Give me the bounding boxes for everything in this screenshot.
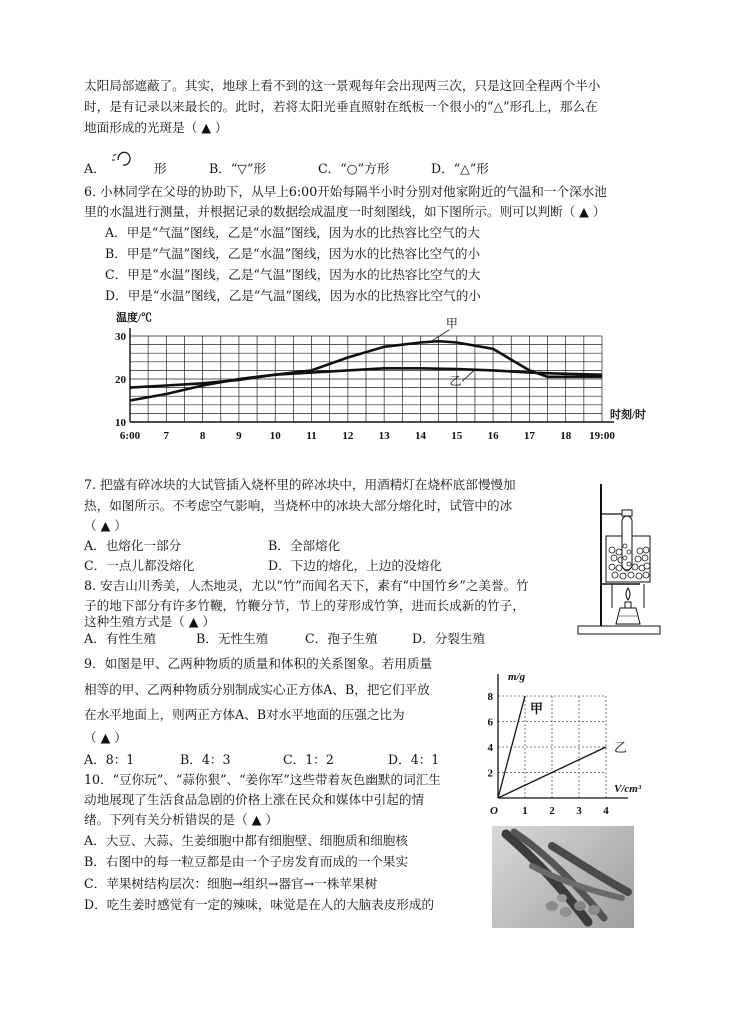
q5-line1: 太阳局部遮蔽了。其实，地球上看不到的这一景观每年会出现两三次，只是这回全程两个半小	[84, 78, 601, 93]
q5-option-d[interactable]: D．“△”形	[431, 161, 489, 176]
q6-option-c[interactable]: C．甲是“水温”图线，乙是“气温”图线，因为水的比热容比空气的大	[105, 267, 481, 282]
spot-shape-icon	[110, 146, 140, 170]
origin-label: O	[490, 805, 498, 817]
x-tick-label: 6:00	[119, 430, 141, 442]
series-label-jia: 甲	[445, 316, 458, 331]
series-label-yi: 乙	[449, 374, 462, 389]
x-tick-label: 13	[378, 430, 390, 442]
q9-option-c[interactable]: C．1：2	[283, 752, 334, 767]
x-axis-label: 时刻/时	[610, 409, 647, 421]
q6-option-d[interactable]: D．甲是“水温”图线，乙是“气温”图线，因为水的比热容比空气的小	[105, 288, 481, 303]
q6-line1: 6. 小林同学在父母的协助下，从早上6:00开始每隔半小时分别对他家附近的气温和一个深水池	[84, 184, 607, 199]
q8-option-b[interactable]: B．无性生殖	[196, 631, 269, 646]
mass-volume-axes	[498, 674, 628, 798]
q9-line1: 9．如图是甲、乙两种物质的质量和体积的关系图象。若用质量	[84, 656, 433, 671]
q9-line4: （ ▲ ）	[84, 730, 127, 745]
q6-line2: 里的水温进行测量，并根据记录的数据绘成温度一时刻图线，如下图所示。则可以判断（ ▲ ）	[84, 204, 606, 219]
x-tick-label: 14	[414, 430, 426, 442]
q10-option-c[interactable]: C．苹果树结构层次：细胞→组织→器官→一株苹果树	[84, 876, 378, 891]
x-tick-label: 11	[306, 430, 317, 442]
q10-option-d[interactable]: D．吃生姜时感觉有一定的辣味，味觉是在人的大脑表皮形成的	[84, 897, 435, 912]
q5-line3: 地面形成的光斑是（ ▲ ）	[84, 120, 228, 135]
q9-option-d[interactable]: D．4：1	[388, 752, 440, 767]
y-tick-label: 20	[115, 374, 126, 386]
x-tick-label: 19:00	[589, 430, 615, 442]
x-tick-label: 7	[163, 430, 170, 442]
temperature-time-chart	[100, 306, 660, 452]
q9-line3: 在水平地面上，则两正方体A、B对水平地面的压强之比为	[84, 707, 405, 722]
q7-option-b[interactable]: B．全部熔化	[268, 538, 341, 553]
q5-option-a-label: A．	[84, 161, 106, 176]
x-tick-label: 10	[269, 430, 281, 442]
q7-line2: 热，如图所示。不考虑空气影响，当烧杯中的冰块大部分熔化时，试管中的冰	[84, 498, 513, 513]
q7-line1: 7. 把盛有碎冰块的大试管插入烧杯里的碎冰块中，用酒精灯在烧杯底部慢慢加	[84, 477, 516, 492]
q5-option-a-suffix: 形	[154, 161, 167, 176]
x-axis-label: V/cm³	[614, 783, 642, 795]
y-tick-label: 10	[115, 417, 126, 429]
q5-option-c[interactable]: C．“○”方形	[318, 161, 390, 176]
q7-option-d[interactable]: D．下边的熔化，上边的没熔化	[268, 558, 442, 573]
q10-line2: 动地展现了生活食品急剧的价格上涨在民众和媒体中引起的情	[84, 792, 425, 807]
bean-pods-photo	[492, 826, 634, 928]
y-axis-label: 温度/℃	[116, 312, 153, 324]
y-axis-label: m/g	[508, 671, 526, 683]
y-tick-label: 6	[487, 716, 493, 729]
q6-option-b[interactable]: B．甲是“气温”图线，乙是“水温”图线，因为水的比热容比空气的小	[105, 246, 481, 261]
q7-option-c[interactable]: C．一点儿都没熔化	[84, 558, 195, 573]
q9-option-a[interactable]: A．8：1	[84, 752, 135, 767]
q10-line3: 绪。下列有关分析错误的是（ ▲ ）	[84, 812, 279, 827]
y-tick-label: 8	[487, 691, 493, 703]
x-tick-label: 4	[603, 805, 609, 817]
x-tick-label: 18	[560, 430, 572, 442]
q8-option-d[interactable]: D．分裂生殖	[412, 631, 486, 646]
q9-option-b[interactable]: B．4：3	[180, 752, 231, 767]
q9-line2: 相等的甲、乙两种物质分别制成实心正方体A、B，把它们平放	[84, 682, 430, 697]
x-tick-label: 16	[487, 430, 499, 442]
q8-line2: 子的地下部分有许多竹鞭，竹鞭分节，节上的芽形成竹笋，进而长成新的竹子，	[84, 598, 525, 613]
q10-option-b[interactable]: B．右图中的每一粒豆都是由一个子房发育而成的一个果实	[84, 854, 409, 869]
x-tick-label: 9	[236, 430, 242, 442]
x-tick-label: 2	[549, 805, 555, 817]
temperature-chart-grid	[130, 336, 602, 422]
mass-volume-grid	[498, 696, 606, 798]
q5-option-a[interactable]	[84, 159, 106, 179]
q7-option-a[interactable]: A．也熔化一部分	[84, 538, 182, 553]
mass-volume-labels	[488, 671, 642, 817]
x-tick-label: 17	[523, 430, 535, 442]
y-tick-label: 2	[487, 767, 493, 780]
mass-volume-chart	[484, 666, 654, 818]
q6-option-a[interactable]: A．甲是“气温”图线，乙是“水温”图线，因为水的比热容比空气的大	[105, 225, 480, 240]
series-label-yi: 乙	[614, 741, 628, 756]
q7-line3: （ ▲ ）	[84, 518, 127, 533]
q10-option-a[interactable]: A．大豆、大蒜、生姜细胞中都有细胞壁、细胞质和细胞核	[84, 833, 408, 848]
q8-option-a[interactable]: A．有性生殖	[84, 631, 157, 646]
x-tick-label: 12	[342, 430, 354, 442]
series-label-jia: 甲	[530, 701, 544, 717]
beaker-test-tube-apparatus	[574, 480, 664, 638]
q5-option-b[interactable]: B．“▽”形	[209, 161, 267, 176]
q10-line1: 10．“豆你玩”、“蒜你狠”、“姜你军”这些带着灰色幽默的词汇生	[84, 772, 441, 787]
x-tick-label: 15	[451, 430, 463, 442]
x-tick-label: 8	[199, 430, 206, 442]
q8-line3: 这种生殖方式是（ ▲ ）	[84, 614, 216, 629]
y-tick-label: 30	[115, 331, 126, 343]
q8-option-c[interactable]: C．孢子生殖	[305, 631, 378, 646]
x-tick-label: 3	[576, 805, 582, 817]
q5-line2: 时，是有记录以来最长的。此时，若将太阳光垂直照射在纸板一个很小的“△”形孔上，那么在	[84, 99, 598, 114]
x-tick-label: 1	[522, 805, 528, 817]
q8-line1: 8. 安吉山川秀美，人杰地灵，尤以“竹”而闻名天下，素有“中国竹乡”之美誉。竹	[84, 578, 529, 593]
y-tick-label: 4	[487, 742, 493, 754]
